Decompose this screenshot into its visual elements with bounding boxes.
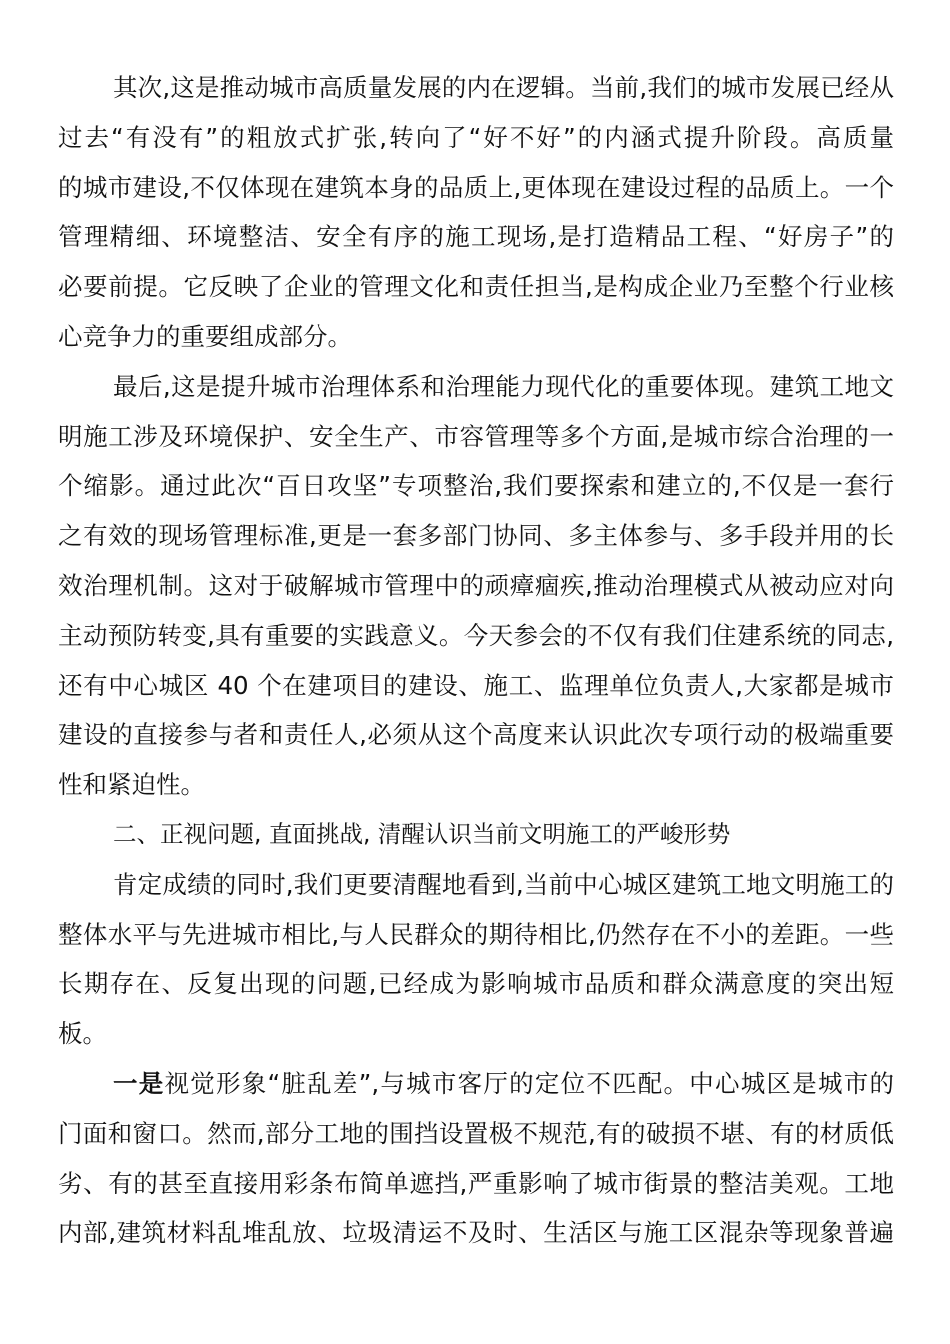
paragraph-gap-assessment — [58, 860, 894, 1059]
text-span: 视觉形象“脏乱差”,与城市客厅的定位不匹配。中心城区是城市的 — [164, 1068, 895, 1098]
text-line: 其次,这是推动城市高质量发展的内在逻辑。当前,我们的城市发展已经从 — [113, 73, 894, 102]
text-line: 效治理机制。这对于破解城市管理中的顽瘴痼疾,推动治理模式从被动应对向 — [58, 570, 894, 600]
paragraph-governance-modernization — [58, 362, 894, 810]
paragraph-high-quality-development — [58, 63, 894, 362]
text-line: 性和紧迫性。 — [58, 770, 205, 800]
text-line: 过去“有没有”的粗放式扩张,转向了“好不好”的内涵式提升阶段。高质量 — [58, 122, 894, 152]
section-heading-text: 二、正视问题, 直面挑战, 清醒认识当前文明施工的严峻形势 — [113, 819, 731, 848]
text-line: 劣、有的甚至直接用彩条布简单遮挡,严重影响了城市街景的整洁美观。工地 — [58, 1168, 894, 1198]
text-line: 明施工涉及环境保护、安全生产、市容管理等多个方面,是城市综合治理的一 — [58, 421, 894, 451]
text-line: 内部,建筑材料乱堆乱放、垃圾清运不及时、生活区与施工区混杂等现象普遍 — [58, 1218, 894, 1248]
text-line: 最后,这是提升城市治理体系和治理能力现代化的重要体现。建筑工地文 — [113, 371, 894, 401]
text-line: 必要前提。它反映了企业的管理文化和责任担当,是构成企业乃至整个行业核 — [58, 272, 894, 302]
bold-lead-text: 一是 — [113, 1068, 165, 1098]
text-line: 心竞争力的重要组成部分。 — [58, 321, 352, 351]
text-line: 主动预防转变,具有重要的实践意义。今天参会的不仅有我们住建系统的同志, — [58, 620, 894, 650]
paragraph-visual-image-issue — [58, 1059, 894, 1258]
text-line: 之有效的现场管理标准,更是一套多部门协同、多主体参与、多手段并用的长 — [58, 521, 894, 551]
text-line: 的城市建设,不仅体现在建筑本身的品质上,更体现在建设过程的品质上。一个 — [58, 172, 894, 202]
text-line — [58, 1059, 894, 1109]
text-line: 板。 — [58, 1019, 107, 1049]
text-line: 肯定成绩的同时,我们更要清醒地看到,当前中心城区建筑工地文明施工的 — [113, 869, 894, 899]
text-line: 整体水平与先进城市相比,与人民群众的期待相比,仍然存在不小的差距。一些 — [58, 919, 894, 949]
text-line: 管理精细、环境整洁、安全有序的施工现场,是打造精品工程、“好房子”的 — [58, 222, 894, 252]
document-page — [58, 63, 894, 1258]
text-line: 长期存在、反复出现的问题,已经成为影响城市品质和群众满意度的突出短 — [58, 969, 894, 999]
text-line: 建设的直接参与者和责任人,必须从这个高度来认识此次专项行动的极端重要 — [58, 720, 894, 750]
text-line: 还有中心城区 40 个在建项目的建设、施工、监理单位负责人,大家都是城市 — [58, 670, 894, 700]
section-heading — [58, 810, 894, 860]
text-line: 门面和窗口。然而,部分工地的围挡设置极不规范,有的破损不堪、有的材质低 — [58, 1118, 894, 1148]
text-line: 个缩影。通过此次“百日攻坚”专项整治,我们要探索和建立的,不仅是一套行 — [58, 471, 894, 501]
